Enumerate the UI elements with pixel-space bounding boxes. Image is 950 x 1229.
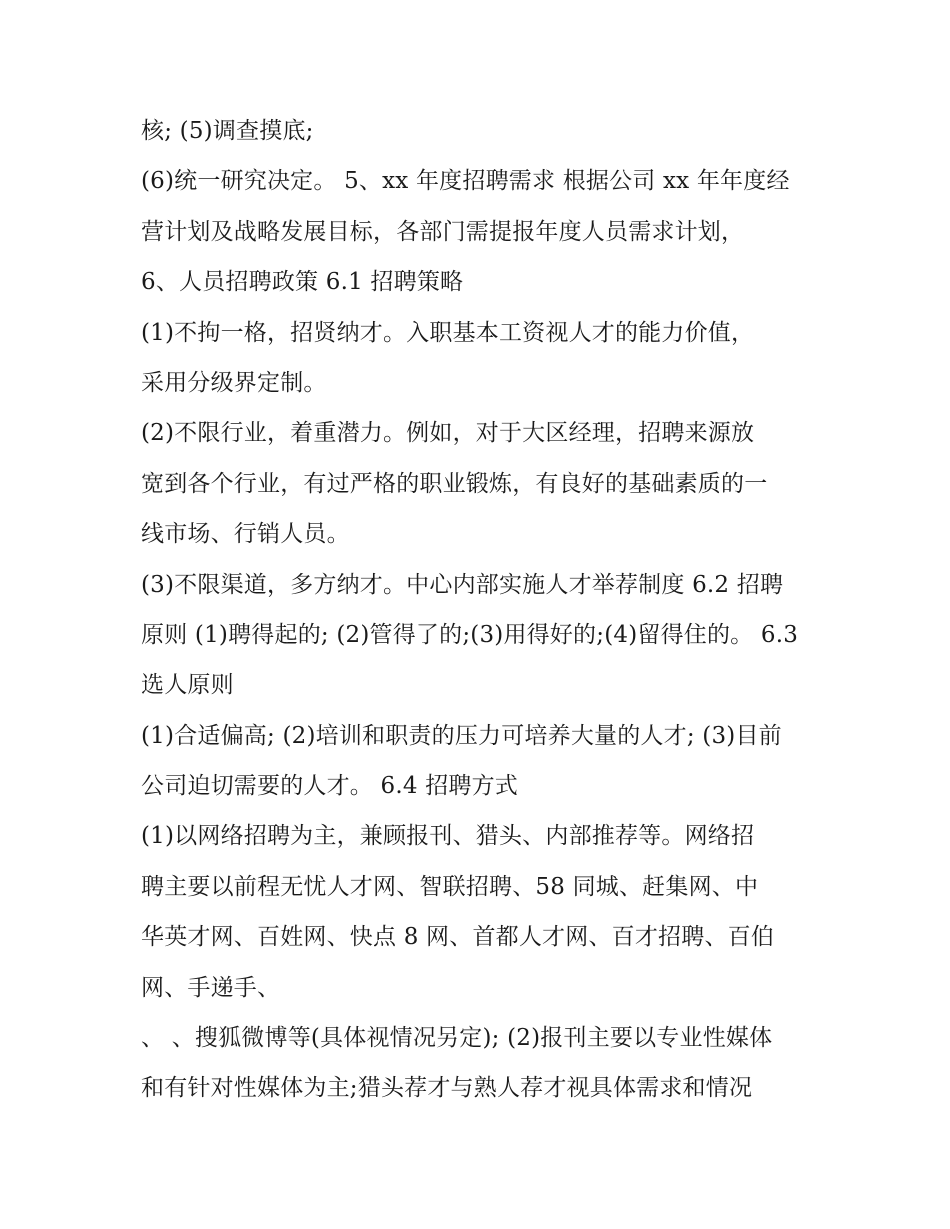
text-line: 线市场、行销人员。	[141, 521, 350, 548]
text-line: (1)以网络招聘为主，兼顾报刊、猎头、内部推荐等。网络招	[141, 823, 755, 850]
text-line: 公司迫切需要的人才。 6.4 招聘方式	[141, 773, 518, 800]
text-line: (2)不限行业，着重潜力。例如，对于大区经理，招聘来源放	[141, 420, 755, 447]
text-line: 原则 (1)聘得起的; (2)管得了的;(3)用得好的;(4)留得住的。 6.3	[141, 621, 799, 648]
text-line: (1)不拘一格，招贤纳才。入职基本工资视人才的能力价值，	[141, 319, 755, 346]
document-body	[141, 106, 821, 1114]
text-line: 核; (5)调查摸底;	[141, 118, 314, 144]
text-line: 营计划及战略发展目标，各部门需提报年度人员需求计划，	[141, 218, 745, 245]
text-line: 和有针对性媒体为主;猎头荐才与熟人荐才视具体需求和情况	[141, 1075, 753, 1102]
text-line: 聘主要以前程无忧人才网、智联招聘、58 同城、赶集网、中	[141, 873, 759, 900]
text-line: 网、手递手、	[141, 974, 281, 1001]
text-line: 6、人员招聘政策 6.1 招聘策略	[141, 269, 464, 296]
text-line: (3)不限渠道，多方纳才。中心内部实施人才举荐制度 6.2 招聘	[141, 571, 784, 598]
text-line: (1)合适偏高; (2)培训和职责的压力可培养大量的人才; (3)目前	[141, 722, 782, 749]
text-line: 采用分级界定制。	[141, 369, 327, 396]
text-line: 、 、搜狐微博等(具体视情况另定); (2)报刊主要以专业性媒体	[141, 1025, 773, 1052]
text-line: 选人原则	[141, 672, 234, 699]
text-line: (6)统一研究决定。 5、xx 年度招聘需求 根据公司 xx 年年度经	[141, 168, 790, 195]
text-line: 华英才网、百姓网、快点 8 网、首都人才网、百才招聘、百伯	[141, 924, 775, 951]
text-line: 宽到各个行业，有过严格的职业锻炼，有良好的基础素质的一	[141, 470, 768, 497]
